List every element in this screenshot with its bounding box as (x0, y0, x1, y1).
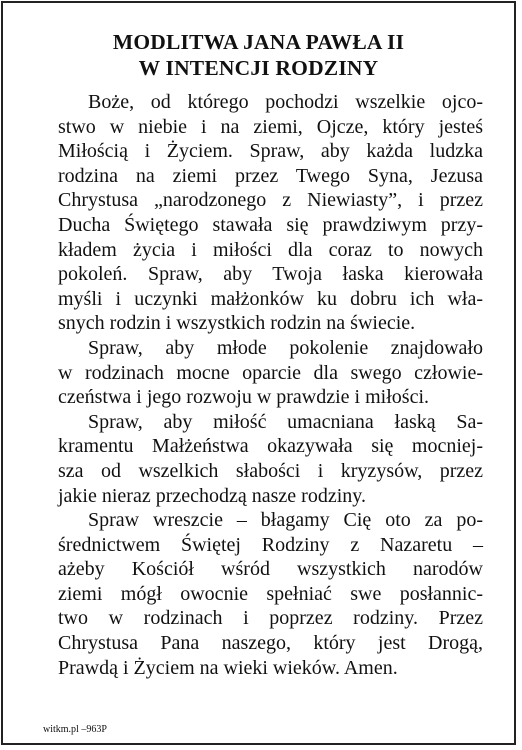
text-line: two w rodzinach i poprzez rodziny. Przez (58, 607, 483, 630)
prayer-title (3, 29, 514, 81)
text-line: ziemi mógł owocnie spełniać swe posłannic- (58, 582, 483, 605)
text-line: rodzina na ziemi przez Twego Syna, Jezusa (58, 164, 483, 187)
text-line: Ducha Świętego stawała się prawdziwym przy- (58, 213, 483, 236)
text-line: Miłością i Życiem. Spraw, aby każda ludzka (58, 140, 483, 163)
text-line: Chrystusa „narodzonego z Niewiasty”, i przez (58, 189, 483, 212)
text-line: pokoleń. Spraw, aby Twoja łaska kierowała (58, 263, 483, 286)
paragraph-1 (58, 90, 483, 336)
text-line: snych rodzin i wszystkich rodzin na świecie. (58, 312, 416, 335)
text-line: średnictwem Świętej Rodziny z Nazaretu – (58, 533, 483, 556)
paragraph-2 (58, 336, 483, 410)
text-line: kramentu Małżeństwa okazywała się mocniej- (58, 435, 483, 458)
text-line: stwo w niebie i na ziemi, Ojcze, który jesteś (58, 115, 483, 138)
text-line: sza od wszelkich słabości i kryzysów, przez (58, 459, 483, 482)
paragraph-3 (58, 410, 483, 508)
text-line: w rodzinach mocne oparcie dla swego człowie- (58, 361, 483, 384)
text-line: czeństwa i jego rozwoju w prawdzie i miłości. (58, 386, 429, 409)
text-line: myśli i uczynki małżonków ku dobru ich wła- (58, 287, 483, 310)
publisher-code: witkm.pl –963P (43, 724, 107, 735)
prayer-body (58, 90, 483, 680)
text-line: Spraw, aby miłość umacniana łaską Sa- (88, 410, 483, 433)
title-line-2: W INTENCJI RODZINY (138, 56, 379, 80)
text-line: Spraw, aby młode pokolenie znajdowało (88, 336, 483, 359)
title-line-1: MODLITWA JANA PAWŁA II (112, 30, 405, 54)
text-line: Boże, od którego pochodzi wszelkie ojco- (88, 91, 483, 113)
text-line: Chrystusa Pana naszego, który jest Drogą, (58, 632, 483, 655)
text-line: kładem życia i miłości dla coraz to nowych (58, 238, 483, 261)
text-line: ażeby Kościół wśród wszystkich narodów (58, 558, 483, 581)
paragraph-4 (58, 508, 483, 680)
prayer-card (1, 1, 516, 745)
text-line: Prawdą i Życiem na wieki wieków. Amen. (58, 656, 398, 679)
text-line: Spraw wreszcie – błagamy Cię oto za po- (88, 509, 483, 532)
text-line: jakie nieraz przechodzą nasze rodziny. (58, 484, 366, 507)
